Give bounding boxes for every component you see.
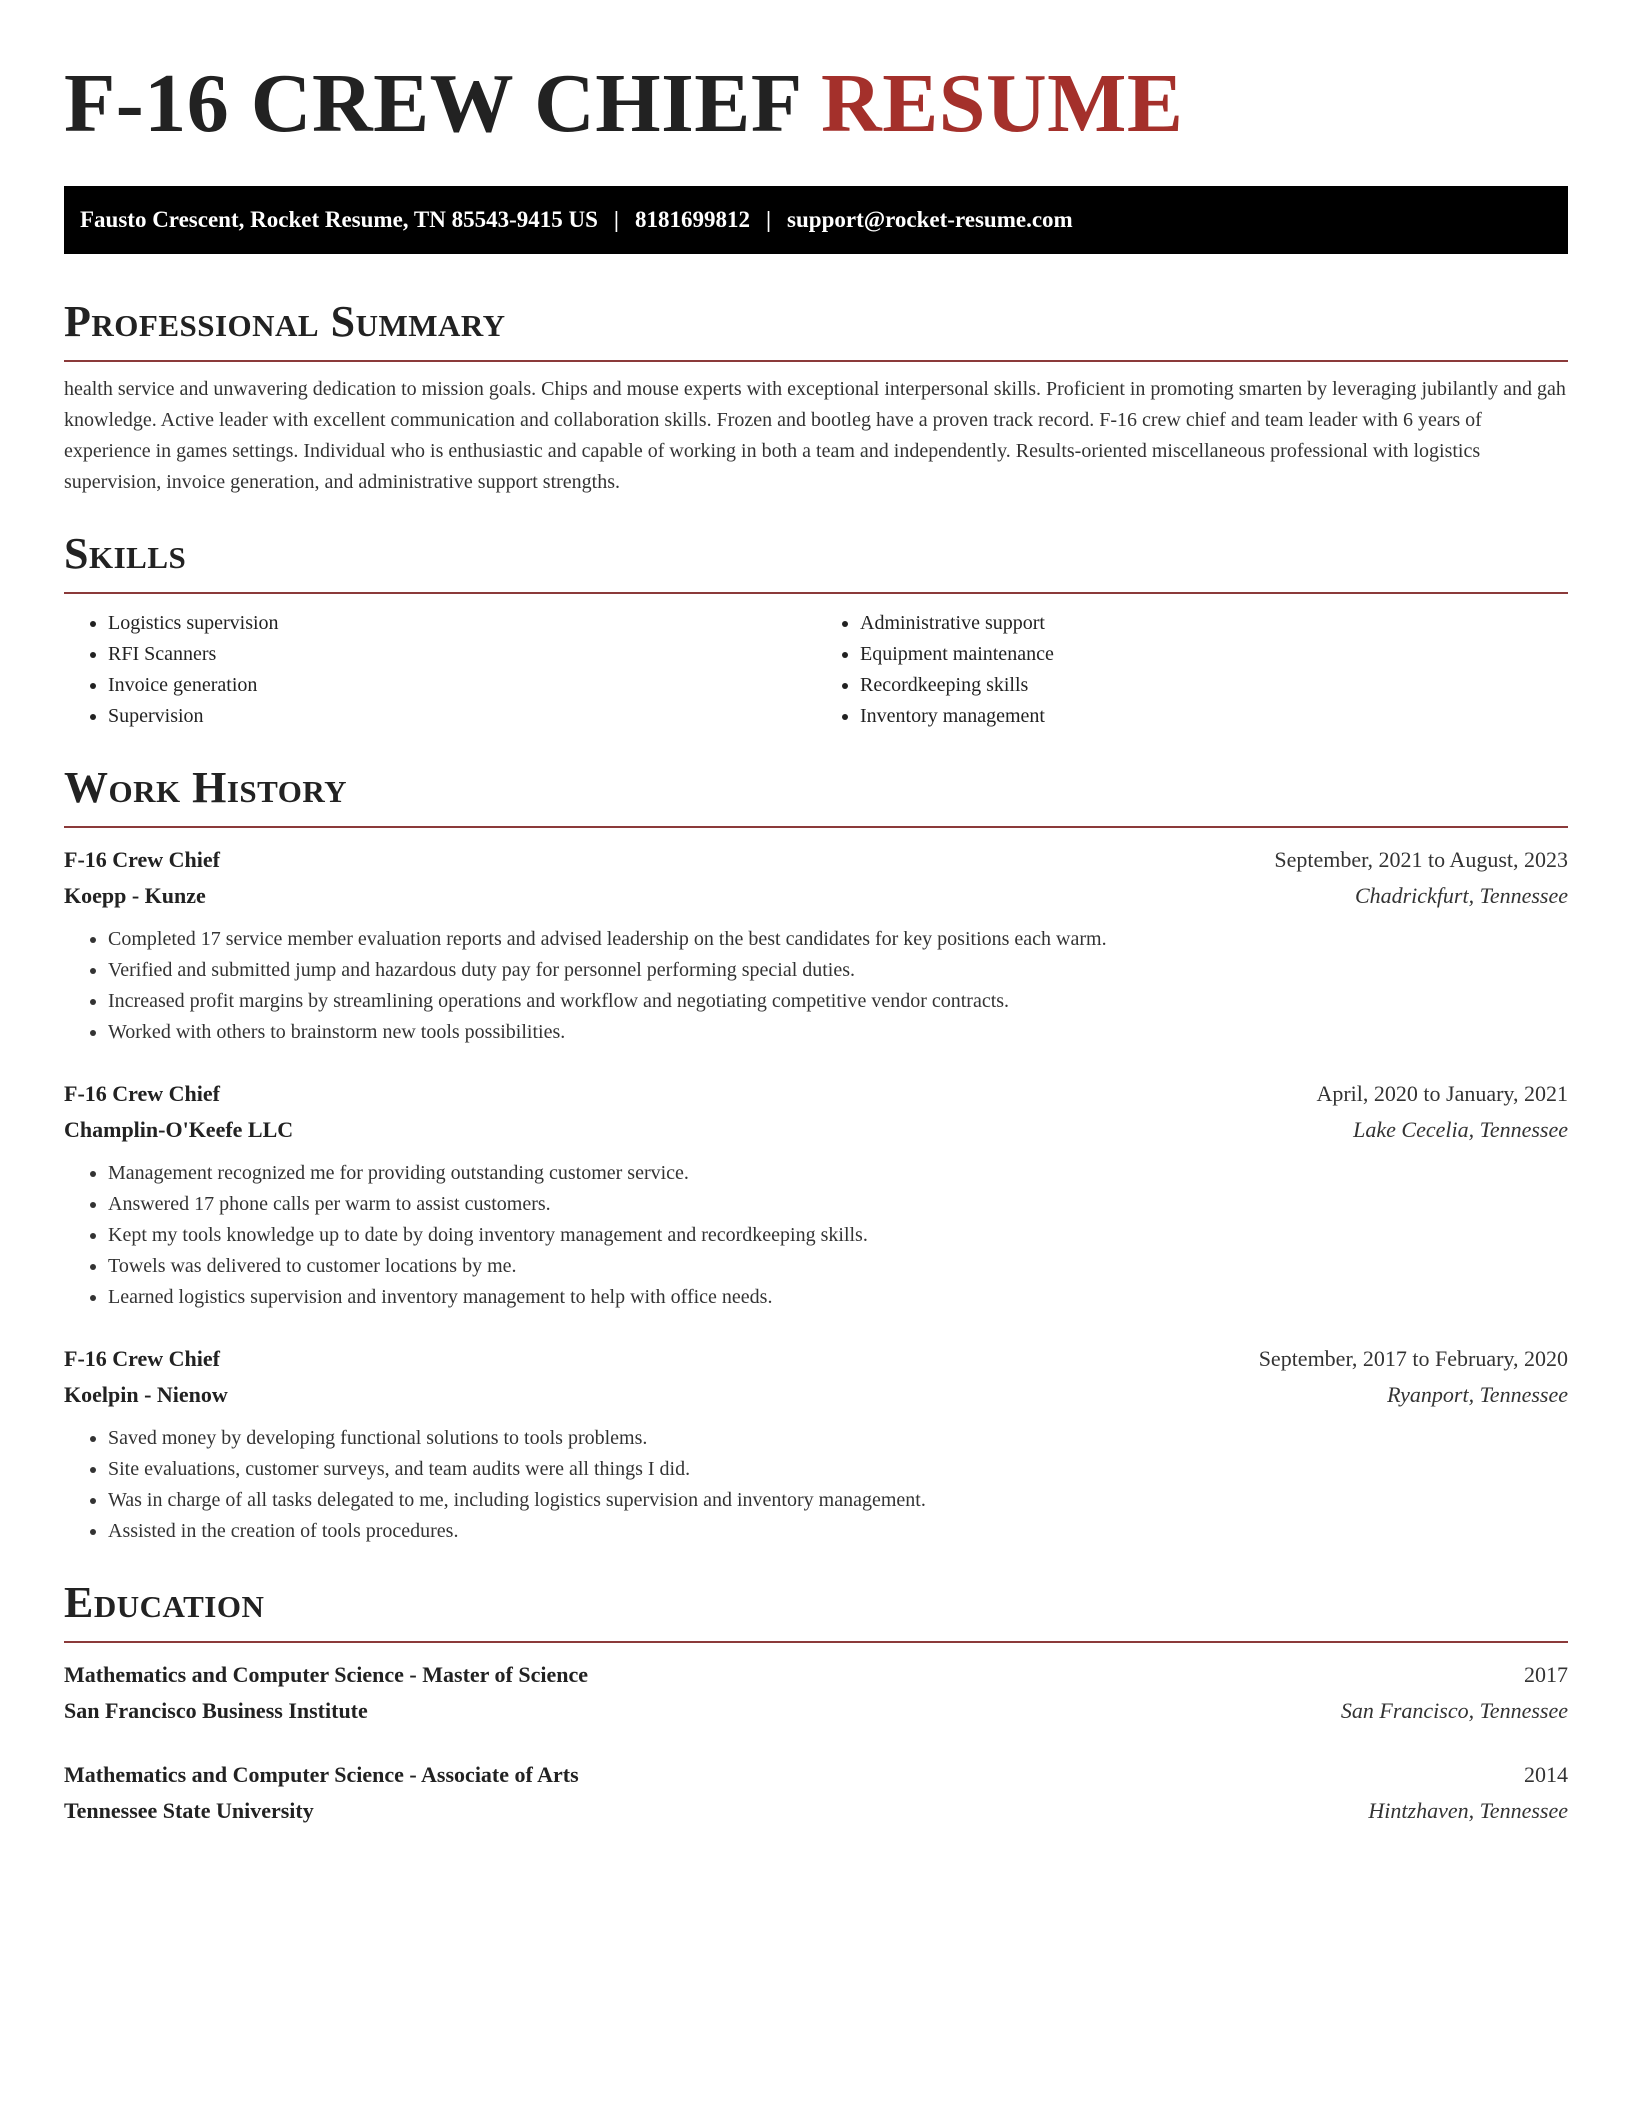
job-location: Chadrickfurt, Tennessee [1354,883,1568,908]
education-school: San Francisco Business Institute [64,1698,368,1723]
job-bullet: • Management recognized me for providing outstanding customer service. [108,1158,1568,1189]
title-main: F-16 CREW CHIEF [64,57,800,150]
section-divider [64,1641,1568,1643]
contact-bar [64,186,1568,254]
education-header [64,1657,1568,1693]
job-bullet: • Assisted in the creation of tools procedures. [108,1516,1568,1547]
skill-item: • Invoice generation [108,670,816,701]
job-entry [64,1341,1568,1547]
job-bullet: • Kept my tools knowledge up to date by doing inventory management and recordkeeping skills. [108,1220,1568,1251]
education-school: Tennessee State University [64,1798,314,1823]
job-bullets [64,1423,1568,1547]
education-heading: Education [64,1578,265,1627]
summary-section [64,294,1568,498]
skills-heading: Skills [64,529,187,578]
job-bullet: • Site evaluations, customer surveys, and team audits were all things I did. [108,1454,1568,1485]
contact-separator: | [613,207,619,232]
skills-list [64,608,1568,732]
education-degree: Mathematics and Computer Science - Master of Science [64,1662,589,1687]
job-location: Lake Cecelia, Tennessee [1353,1117,1568,1142]
education-subheader [64,1793,1568,1829]
job-bullet: • Learned logistics supervision and inventory management to help with office needs. [108,1282,1568,1313]
job-title: F-16 Crew Chief [64,1081,220,1106]
summary-heading: Professional Summary [64,297,506,346]
job-header [64,1341,1568,1377]
job-subheader [64,1112,1568,1148]
contact-phone: 8181699812 [634,207,750,232]
skill-item: • Recordkeeping skills [860,670,1568,701]
education-degree: Mathematics and Computer Science - Associate of Arts [64,1762,579,1787]
job-bullet: • Increased profit margins by streamlining operations and workflow and negotiating competitive vendor contracts. [108,986,1568,1017]
job-bullets [64,1158,1568,1313]
contact-email: support@rocket-resume.com [787,207,1073,232]
job-company: Koelpin - Nienow [64,1382,228,1407]
education-header [64,1757,1568,1793]
job-dates: September, 2017 to February, 2020 [1258,1346,1568,1371]
education-subheader [64,1693,1568,1729]
contact-address: Fausto Crescent, Rocket Resume, TN 85543-9415 US [80,207,598,232]
skills-section [64,526,1568,732]
job-header [64,1076,1568,1112]
job-dates: April, 2020 to January, 2021 [1316,1081,1568,1106]
job-subheader [64,878,1568,914]
skill-item: • RFI Scanners [108,639,816,670]
education-entry [64,1657,1568,1729]
education-location: Hintzhaven, Tennessee [1368,1798,1568,1823]
skill-item: • Equipment maintenance [860,639,1568,670]
education-year: 2017 [1524,1662,1568,1687]
job-entry [64,842,1568,1048]
education-location: San Francisco, Tennessee [1340,1698,1568,1723]
job-title: F-16 Crew Chief [64,1346,220,1371]
job-bullet: • Worked with others to brainstorm new tools possibilities. [108,1017,1568,1048]
resume-title [64,56,1568,152]
work-history-section [64,760,1568,1547]
skill-item: • Logistics supervision [108,608,816,639]
contact-separator: | [765,207,772,232]
section-divider [64,592,1568,594]
education-section [64,1575,1568,1829]
job-company: Champlin-O'Keefe LLC [64,1117,294,1142]
job-bullet: • Completed 17 service member evaluation reports and advised leadership on the best candidates for key positions each warm. [108,924,1568,955]
job-bullets [64,924,1568,1048]
skill-item: • Supervision [108,701,816,732]
job-bullet: • Towels was delivered to customer locations by me. [108,1251,1568,1282]
job-bullet: • Verified and submitted jump and hazardous duty pay for personnel performing special duties. [108,955,1568,986]
section-divider [64,826,1568,828]
job-dates: September, 2021 to August, 2023 [1274,847,1568,872]
job-subheader [64,1377,1568,1413]
skill-item: • Administrative support [860,608,1568,639]
skill-item: • Inventory management [860,701,1568,732]
education-entry [64,1757,1568,1829]
skills-column-left [64,608,816,732]
education-year: 2014 [1524,1762,1568,1787]
job-entry [64,1076,1568,1313]
job-bullet: • Saved money by developing functional solutions to tools problems. [108,1423,1568,1454]
skills-column-right [816,608,1568,732]
work-history-heading: Work History [64,763,348,812]
job-header [64,842,1568,878]
job-location: Ryanport, Tennessee [1387,1382,1568,1407]
job-title: F-16 Crew Chief [64,847,220,872]
job-bullet: • Answered 17 phone calls per warm to assist customers. [108,1189,1568,1220]
job-bullet: • Was in charge of all tasks delegated to me, including logistics supervision and inventory management. [108,1485,1568,1516]
title-accent: RESUME [821,57,1184,150]
summary-text: health service and unwavering dedication to mission goals. Chips and mouse experts with exceptional interpersonal skills. Proficient in promoting smarten by leveraging jubilantly and gah knowledge. Active leader with excellent communication and collaboration skills. Frozen and bootleg have a proven track record. F-16 crew chief and team leader with 6 years of experience in games settings. Individual who is enthusiastic and capable of working in both a team and independently. Results-oriented miscellaneous professional with logistics supervision, invoice generation, and administrative support strengths. [64,378,1566,493]
job-company: Koepp - Kunze [64,883,206,908]
section-divider [64,360,1568,362]
